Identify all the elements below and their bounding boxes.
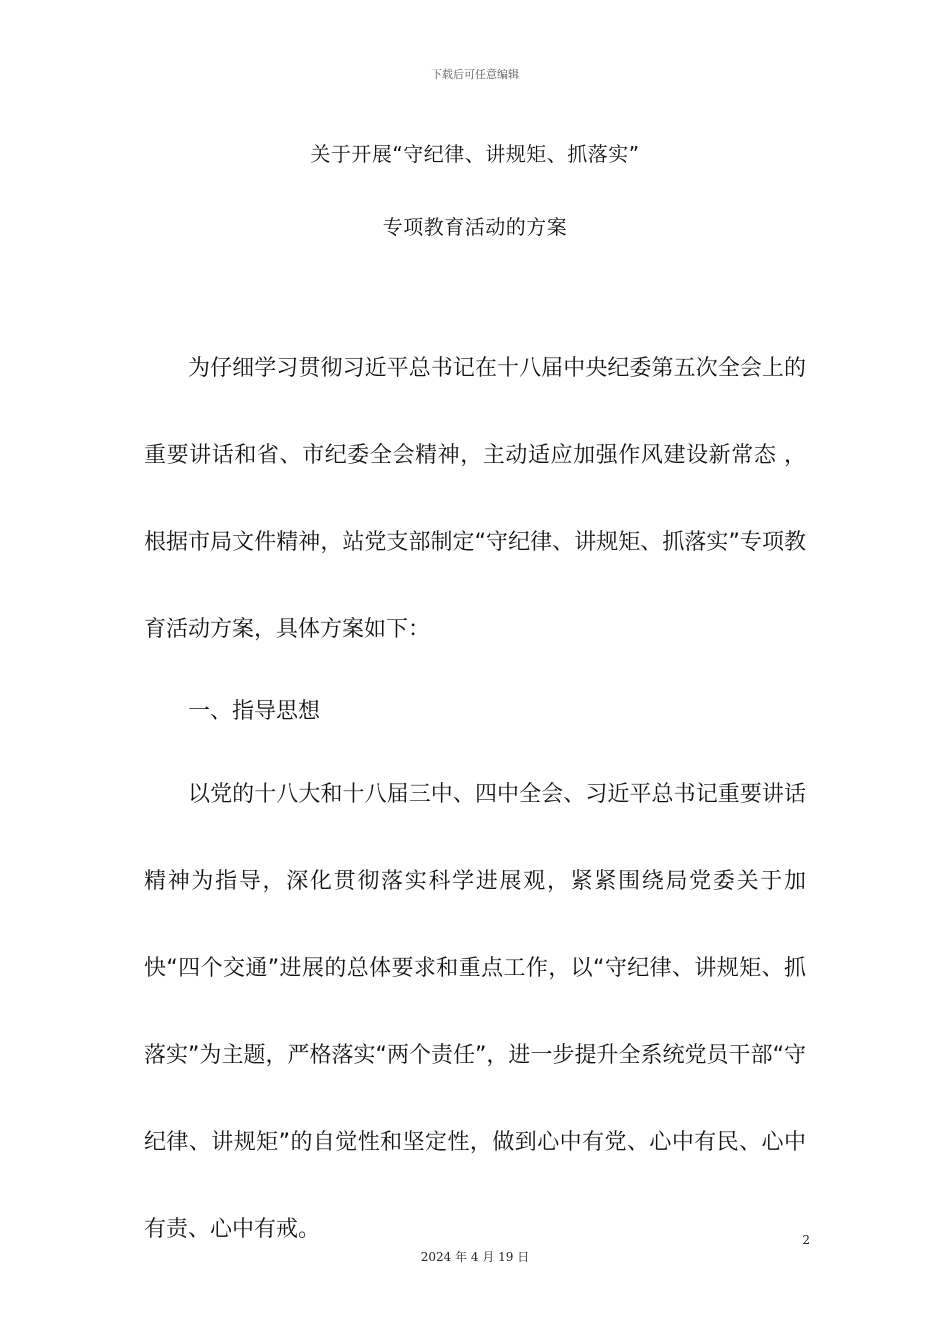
document-title-line-2: 专项教育活动的方案	[382, 215, 568, 239]
footer-date: 2024 年 4 月 19 日	[420, 1250, 530, 1264]
document-body	[144, 325, 806, 1273]
section-paragraph-guiding-ideology: 以党的十八大和十八届三中、四中全会、习近平总书记重要讲话精神为指导，深化贯彻落实科学进展观，紧紧围绕局党委关于加快“四个交通”进展的总体要求和重点工作，以“守纪律、讲规矩、抓落实”为主题，严格落实“两个责任”，进一步提升全系统党员干部“守纪律、讲规矩”的自觉性和坚定性，做到心中有党、心中有民、心中有责、心中有戒。	[144, 782, 806, 1242]
intro-paragraph: 为仔细学习贯彻习近平总书记在十八届中央纪委第五次全会上的重要讲话和省、市纪委全会精神，主动适应加强作风建设新常态 ，根据市局文件精神，站党支部制定“守纪律、讲规矩、抓落实”专项教育活动方案，具体方案如下：	[144, 356, 806, 642]
document-title-line-1: 关于开展“守纪律、讲规矩、抓落实”	[310, 142, 640, 166]
section-heading-guiding-ideology: 一、指导思想	[188, 699, 321, 724]
header-note: 下载后可任意编辑	[431, 68, 519, 81]
page-number: 2	[802, 1233, 810, 1247]
